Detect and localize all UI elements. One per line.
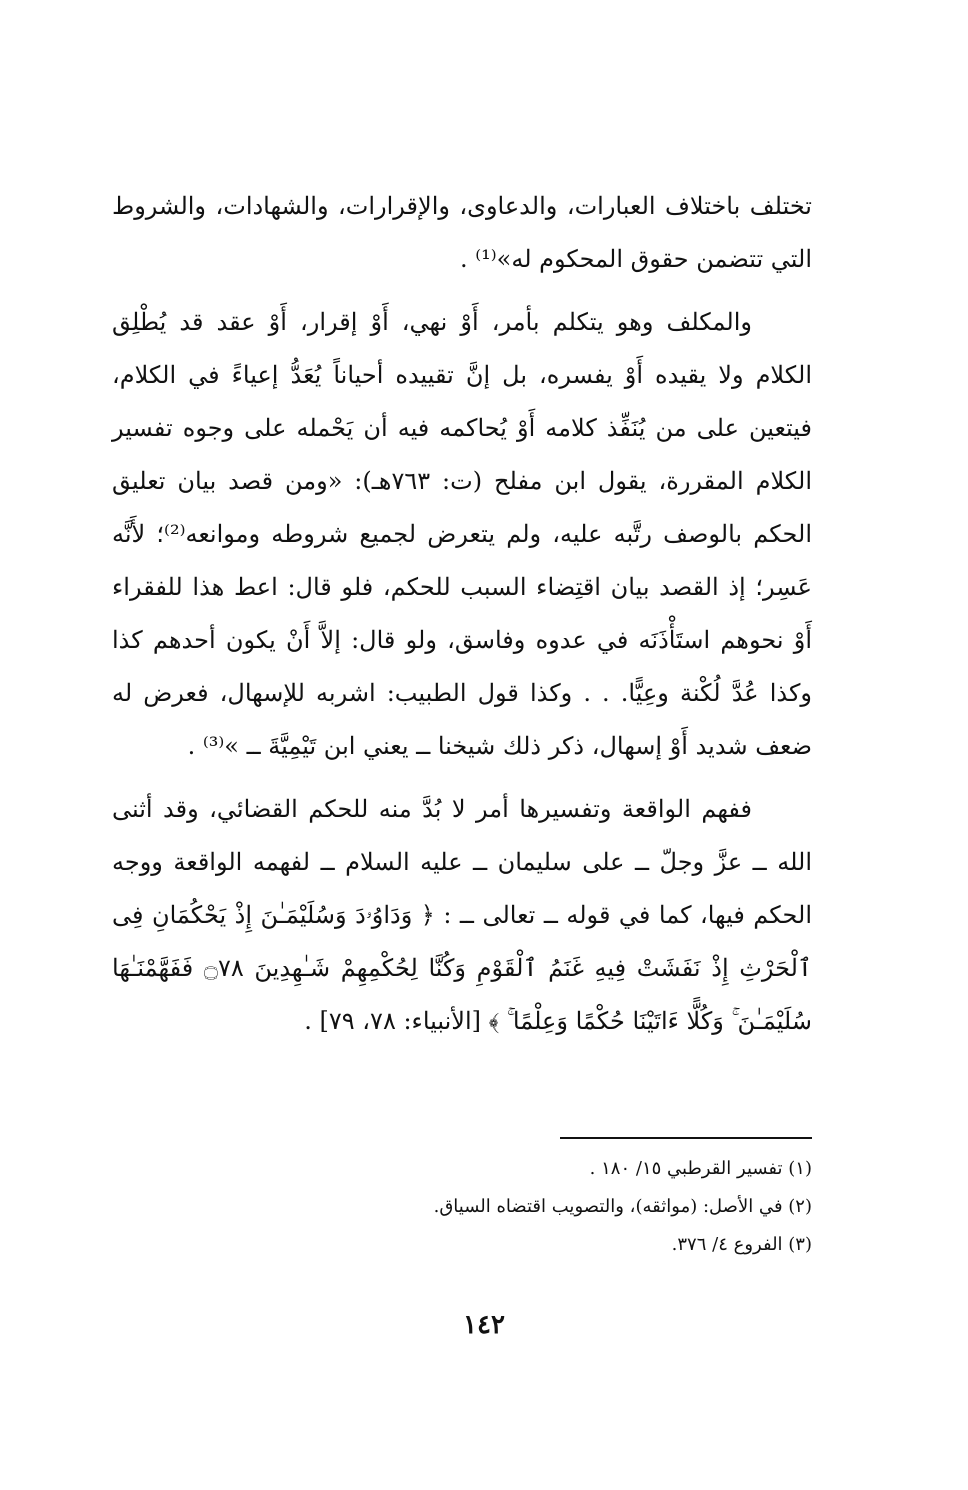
footnote-1: (١) تفسير القرطبي ١٥/ ١٨٠ . [589, 1158, 812, 1179]
page-number: ١٤٢ [463, 1310, 505, 1340]
paragraph-understanding-case: ففهم الواقعة وتفسيرها أمر لا بُدَّ منه للحكم القضائي، وقد أثنى الله ــ عزَّ وجلّ ــ على سليمان ــ عليه السلام ــ لفهمه الواقعة ووجه الحكم فيها، كما في قوله ــ تعالى ــ : ﴿ وَدَاوُۥدَ وَسُلَيْمَـٰنَ إِذْ يَحْكُمَانِ فِى ٱلْحَرْثِ إِذْ نَفَشَتْ فِيهِ غَنَمُ ٱلْقَوْمِ وَكُنَّا لِحُكْمِهِمْ شَـٰهِدِينَ ۝٧٨ فَفَهَّمْنَـٰهَا سُلَيْمَـٰنَ ۚ وَكُلًّا ءَاتَيْنَا حُكْمًا وَعِلْمًا ۚ ﴾ [الأنبياء: ٧٨، ٧٩] . [112, 795, 813, 1035]
footnote-3: (٣) الفروع ٤/ ٣٧٦. [671, 1234, 812, 1255]
footnote-divider [560, 1137, 812, 1139]
footnotes [112, 1150, 812, 1264]
paragraph-continuation: تختلف باختلاف العبارات، والدعاوى، والإقرارات، والشهادات، والشروط التي تتضمن حقوق المحكوم له»⁽¹⁾ . [112, 192, 812, 273]
footnote-2: (٢) في الأصل: (مواثقه)، والتصويب اقتضاه السياق. [433, 1196, 812, 1217]
main-text [112, 180, 812, 1058]
paragraph-speaker-intent: والمكلف وهو يتكلم بأمر، أَوْ نهي، أَوْ إقرار، أَوْ عقد قد يُطْلِق الكلام ولا يقيده أَوْ يفسره، بل إنَّ تقييده أحياناً يُعَدُّ إعياءً في الكلام، فيتعين على من يُنَفِّذ كلامه أَوْ يُحاكمه فيه أن يَحْمله على وجوه تفسير الكلام المقررة، يقول ابن مفلح (ت: ٧٦٣هـ): «ومن قصد بيان تعليق الحكم بالوصف رتَّبه عليه، ولم يتعرض لجميع شروطه وموانعه⁽²⁾؛ لأَنَّه عَسِر؛ إذ القصد بيان اقتِضاء السبب للحكم، فلو قال: اعط هذا للفقراء أَوْ نحوهم استَأْذَنَه في عدوه وفاسق، ولو قال: إلاَّ أَنْ يكون أحدهم كذا وكذا عُدَّ لُكْنة وعِيًّا. . . وكذا قول الطبيب: اشربه للإسهال، فعرض له ضعف شديد أَوْ إسهال، ذكر ذلك شيخنا ــ يعني ابن تَيْمِيَّةَ ــ »⁽³⁾ . [112, 308, 812, 760]
